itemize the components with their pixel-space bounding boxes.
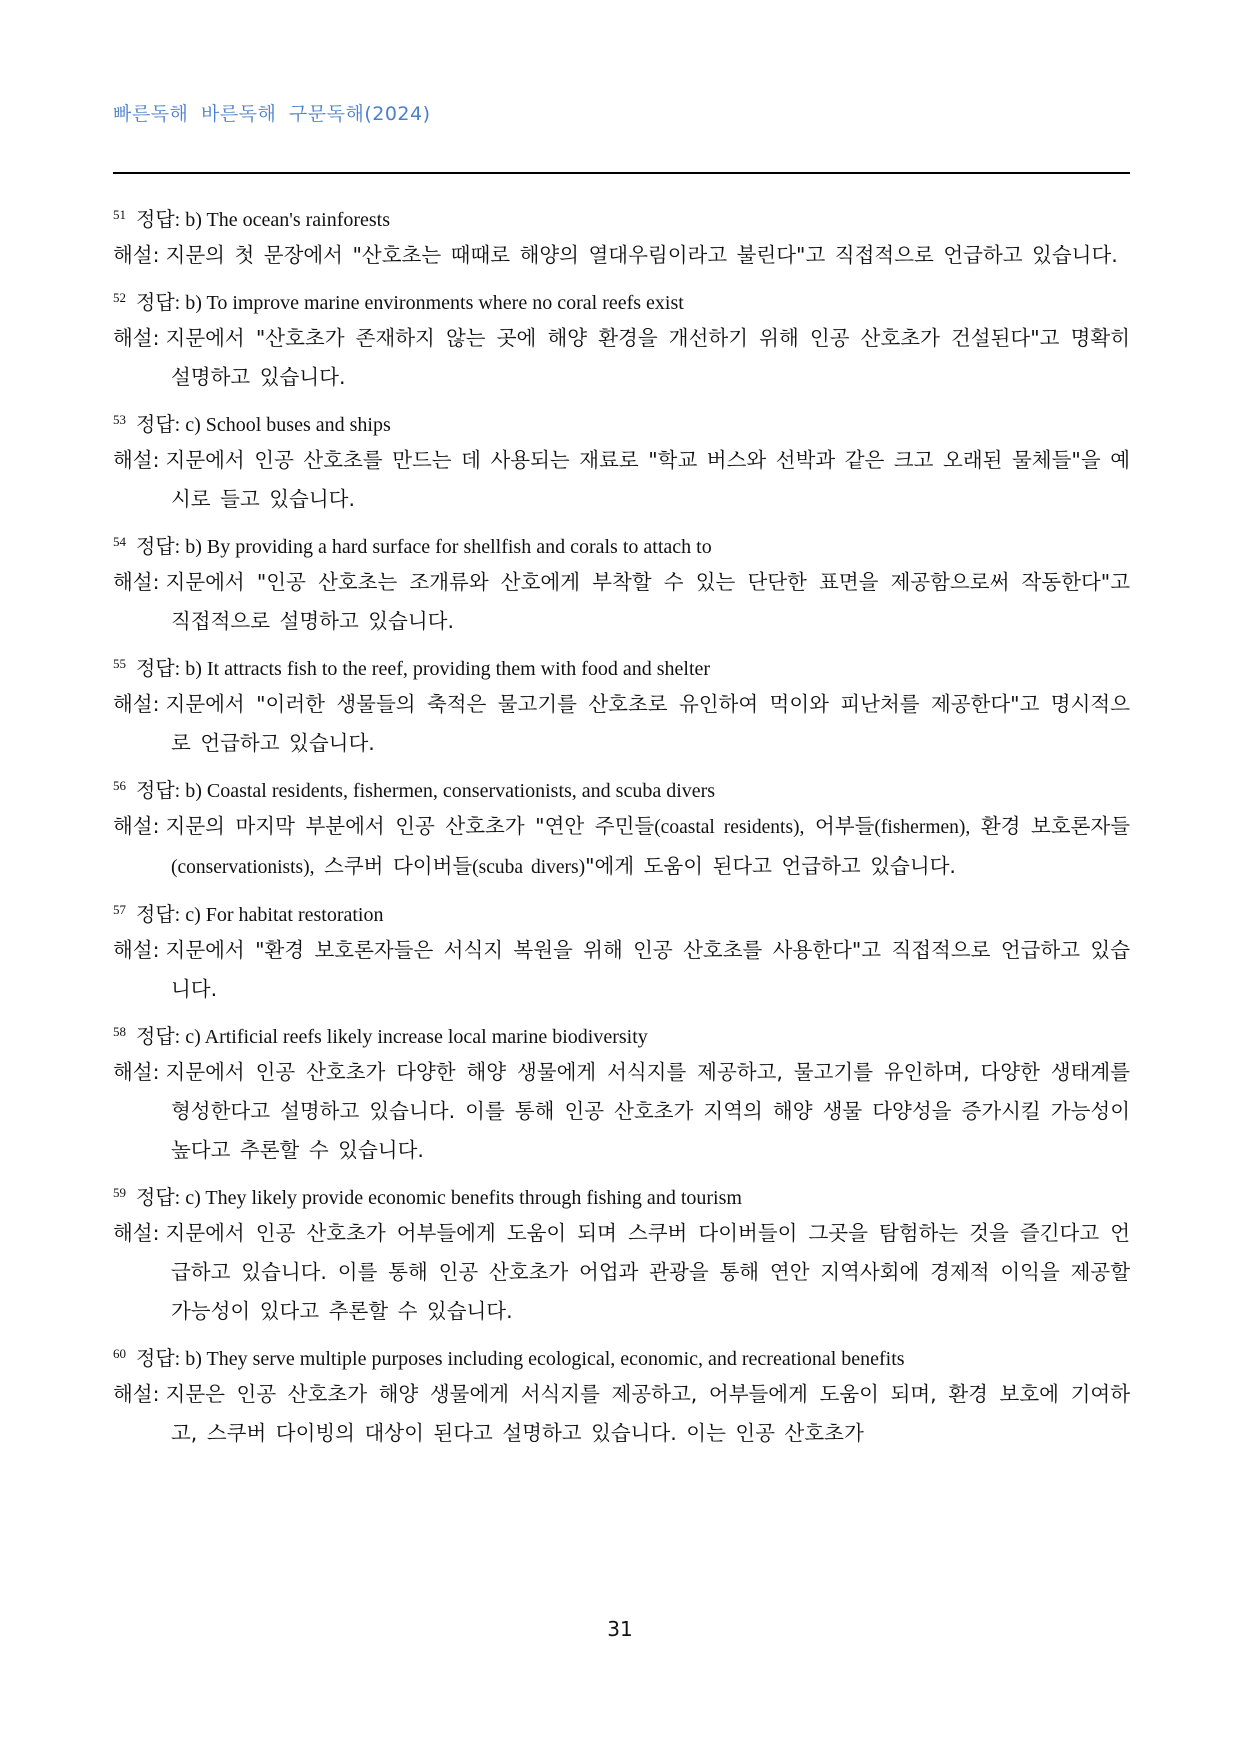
explanation [113,319,1130,397]
explanation-label: 해설: [113,326,160,350]
answer-list [113,200,1130,1461]
explanation-text: 환경 보호론자들 [970,814,1131,838]
explanation-label: 해설: [113,448,160,472]
question-number: 58 [113,1024,126,1039]
explanation-label: 해설: [113,938,160,962]
question-number: 54 [113,534,126,549]
explanation-text: 지문에서 "산호초가 존재하지 않는 곳에 해양 환경을 개선하기 위해 인공 산호초가 건설된다"고 명확히 설명하고 있습니다. [165,326,1130,389]
explanation [113,236,1130,275]
explanation-text: 스쿠버 다이버들 [314,854,473,878]
answer-line [113,200,1130,230]
english-gloss: (coastal residents), [654,817,805,838]
answer-line [113,649,1130,679]
explanation-text: 지문에서 인공 산호초를 만드는 데 사용되는 재료로 "학교 버스와 선박과 같은 크고 오래된 물체들"을 예시로 들고 있습니다. [165,448,1130,511]
answer-text: : b) Coastal residents, fishermen, conservationists, and scuba divers [174,780,716,802]
page-number: 31 [607,1617,633,1641]
explanation [113,441,1130,519]
explanation-label: 해설: [113,570,160,594]
answer-text: : b) They serve multiple purposes including ecological, economic, and recreational benefits [174,1348,905,1370]
explanation-label: 해설: [113,1060,160,1084]
answer-text: : b) To improve marine environments where no coral reefs exist [174,292,684,314]
answer-label: 정답 [136,1185,175,1209]
answer-label: 정답 [136,656,175,680]
running-header-title: 빠른독해 바른독해 구문독해(2024) [113,103,431,125]
explanation [113,685,1130,763]
answer-line [113,1017,1130,1047]
answer-text: : c) They likely provide economic benefits through fishing and tourism [174,1187,742,1209]
explanation [113,1214,1130,1331]
explanation [113,807,1130,887]
answer-label: 정답 [136,412,175,436]
explanation-text: "에게 도움이 된다고 언급하고 있습니다. [585,854,956,878]
explanation-label: 해설: [113,692,160,716]
explanation [113,1053,1130,1170]
answer-text: : b) It attracts fish to the reef, providing them with food and shelter [174,658,711,680]
question-number: 55 [113,656,126,671]
answer-text: : c) School buses and ships [174,414,391,436]
english-gloss: (fishermen), [874,817,971,838]
explanation-text: 지문에서 인공 산호초가 어부들에게 도움이 되며 스쿠버 다이버들이 그곳을 탐험하는 것을 즐긴다고 언급하고 있습니다. 이를 통해 인공 산호초가 어업과 관광을 통해 연안 지역사회에 경제적 이익을 제공할 가능성이 있다고 추론할 수 있습니다. [165,1221,1130,1323]
answer-line [113,283,1130,313]
explanation-label: 해설: [113,1382,160,1406]
explanation-label: 해설: [113,814,160,838]
explanation-text: 지문의 첫 문장에서 "산호초는 때때로 해양의 열대우림이라고 불린다"고 직접적으로 언급하고 있습니다. [165,243,1118,267]
header-divider [113,172,1130,174]
question-number: 57 [113,902,126,917]
question-number: 52 [113,290,126,305]
answer-label: 정답 [136,1346,175,1370]
explanation-label: 해설: [113,1221,160,1245]
answer-label: 정답 [136,1024,175,1048]
answer-text: : b) By providing a hard surface for shellfish and corals to attach to [174,536,712,558]
explanation-text: 지문에서 "인공 산호초는 조개류와 산호에게 부착할 수 있는 단단한 표면을 제공함으로써 작동한다"고 직접적으로 설명하고 있습니다. [165,570,1130,633]
answer-text: : b) The ocean's rainforests [174,209,391,231]
answer-text: : c) For habitat restoration [174,904,384,926]
answer-label: 정답 [136,207,175,231]
answer-line [113,527,1130,557]
question-number: 53 [113,412,126,427]
answer-line [113,895,1130,925]
answer-line [113,771,1130,801]
english-gloss: (scuba divers) [472,857,586,878]
question-number: 51 [113,207,126,222]
answer-line [113,1178,1130,1208]
explanation-text: 지문의 마지막 부분에서 인공 산호초가 "연안 주민들 [165,814,655,838]
answer-label: 정답 [136,902,175,926]
question-number: 59 [113,1185,126,1200]
question-number: 56 [113,778,126,793]
answer-label: 정답 [136,534,175,558]
explanation-text: 어부들 [804,814,875,838]
answer-text: : c) Artificial reefs likely increase local marine biodiversity [174,1026,648,1048]
explanation-text: 지문에서 "환경 보호론자들은 서식지 복원을 위해 인공 산호초를 사용한다"고 직접적으로 언급하고 있습니다. [165,938,1130,1001]
explanation-text: 지문은 인공 산호초가 해양 생물에게 서식지를 제공하고, 어부들에게 도움이 되며, 환경 보호에 기여하고, 스쿠버 다이빙의 대상이 된다고 설명하고 있습니다. 이는 인공 산호초가 [165,1382,1130,1445]
answer-label: 정답 [136,290,175,314]
answer-label: 정답 [136,778,175,802]
answer-line [113,405,1130,435]
explanation [113,1375,1130,1453]
question-number: 60 [113,1346,126,1361]
explanation-label: 해설: [113,243,160,267]
explanation [113,563,1130,641]
explanation-text: 지문에서 "이러한 생물들의 축적은 물고기를 산호초로 유인하여 먹이와 피난처를 제공한다"고 명시적으로 언급하고 있습니다. [165,692,1130,755]
english-gloss: (conservationists), [171,857,315,878]
explanation-text: 지문에서 인공 산호초가 다양한 해양 생물에게 서식지를 제공하고, 물고기를 유인하며, 다양한 생태계를 형성한다고 설명하고 있습니다. 이를 통해 인공 산호초가 지역의 해양 생물 다양성을 증가시킬 가능성이 높다고 추론할 수 있습니다. [165,1060,1130,1162]
explanation [113,931,1130,1009]
answer-line [113,1339,1130,1369]
